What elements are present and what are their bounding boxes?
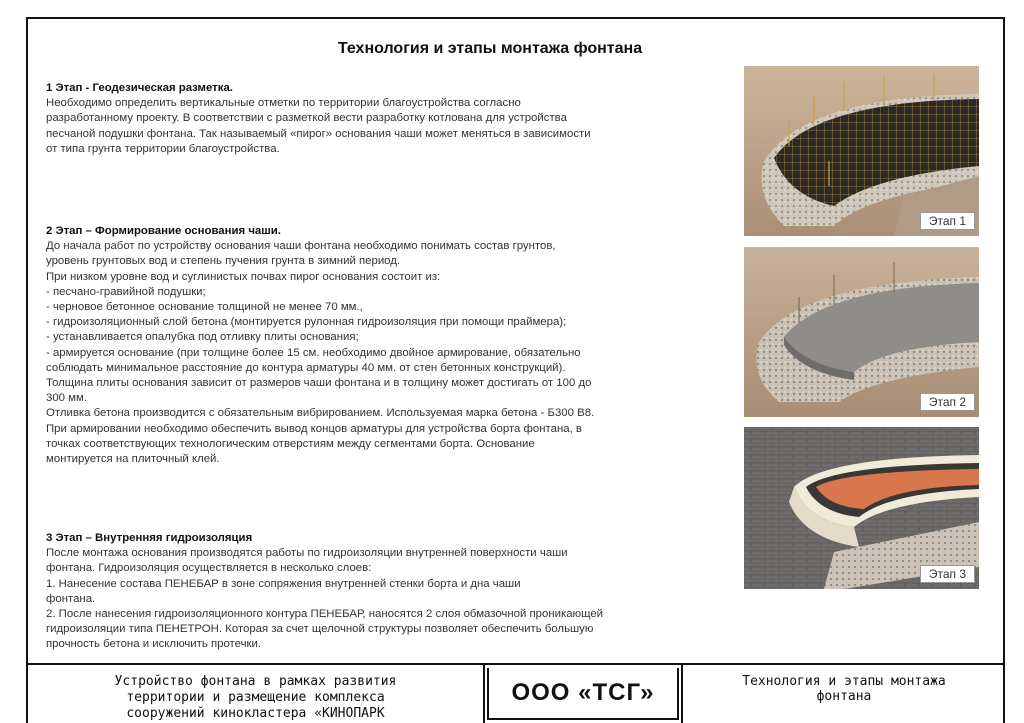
footer-company: ООО «ТСГ»	[511, 679, 655, 706]
stage-2-photo	[744, 247, 979, 417]
title-block	[26, 665, 1005, 723]
stage-1-section	[46, 81, 696, 157]
footer-doc-title: Технология и этапы монтажа фонтана	[742, 674, 946, 704]
stage-3-body: После монтажа основания производятся работы по гидроизоляции внутренней поверхности чаши фонтана. Гидроизоляция осуществляется в несколько слоев: 1. Нанесение состава ПЕНЕБАР в зоне сопряжения внутренней стенки борта и дна чаши фонтана. 2. После нанесения гидроизоляционного контура ПЕНЕБАР, наносятся 2 слоя обмазочной проникающей гидроизоляции типа ПЕНЕТРОН. Которая за счет щелочной структуры позволяет обеспечить большую прочность бетона и исключить протечки.	[46, 547, 604, 651]
stage-1-photo	[744, 66, 979, 236]
footer-project-name: Устройство фонтана в рамках развития территории и размещение комплекса сооружений кинокластера «КИНОПАРК	[114, 674, 397, 721]
footer-company-cell	[483, 665, 683, 723]
stage-2-caption: Этап 2	[920, 393, 975, 411]
stage-2-body: До начала работ по устройству основания чаши фонтана необходимо понимать состав грунтов, уровень грунтовых вод и степень пучения грунта в зимний период. При низком уровне вод и суглинистых почвах пирог основания состоит из: - песчано-гравийной подушки; - черновое бетонное основание толщиной не менее 70 мм., - гидроизоляционный слой бетона (монтируется рулонная гидроизоляция при помощи праймера); - устанавливается опалубка под отливку плиты основания; - армируется основание (при толщине более 15 см. необходимо двойное армирование, обязательно соблюдать минимальное расстояние до контура арматуры 40 мм. от стен бетонных конструкций). Толщина плиты основания зависит от размеров чаши фонтана и в толщину может достигать от 100 до 300 мм. Отливка бетона производится с обязательным вибрированием. Используемая марка бетона - Б300 В8. При армировании необходимо обеспечить вывод концов арматуры для устройства борта фонтана, в точках соответствующих технологическим отверстиям между сегментами борта. Основание монтируется на плиточный клей.	[46, 240, 595, 466]
stage-2-heading: 2 Этап – Формирование основания чаши.	[46, 225, 281, 237]
stage-1-body: Необходимо определить вертикальные отметки по территории благоустройства согласно разработанному проекту. В соответствии с разметкой вести разработку котлована для устройства песчаной подушки фонтана. Так называемый «пирог» основания чаши может меняться в зависимости от типа грунта территории благоустройства.	[46, 97, 591, 155]
stage-1-caption: Этап 1	[920, 212, 975, 230]
stage-2-section	[46, 224, 696, 467]
stage-1-heading: 1 Этап - Геодезическая разметка.	[46, 82, 233, 94]
stage-3-heading: 3 Этап – Внутренняя гидроизоляция	[46, 532, 253, 544]
stage-3-photo	[744, 427, 979, 589]
stage-3-caption: Этап 3	[920, 565, 975, 583]
page-title: Технология и этапы монтажа фонтана	[337, 40, 643, 57]
stage-3-section	[46, 531, 696, 653]
